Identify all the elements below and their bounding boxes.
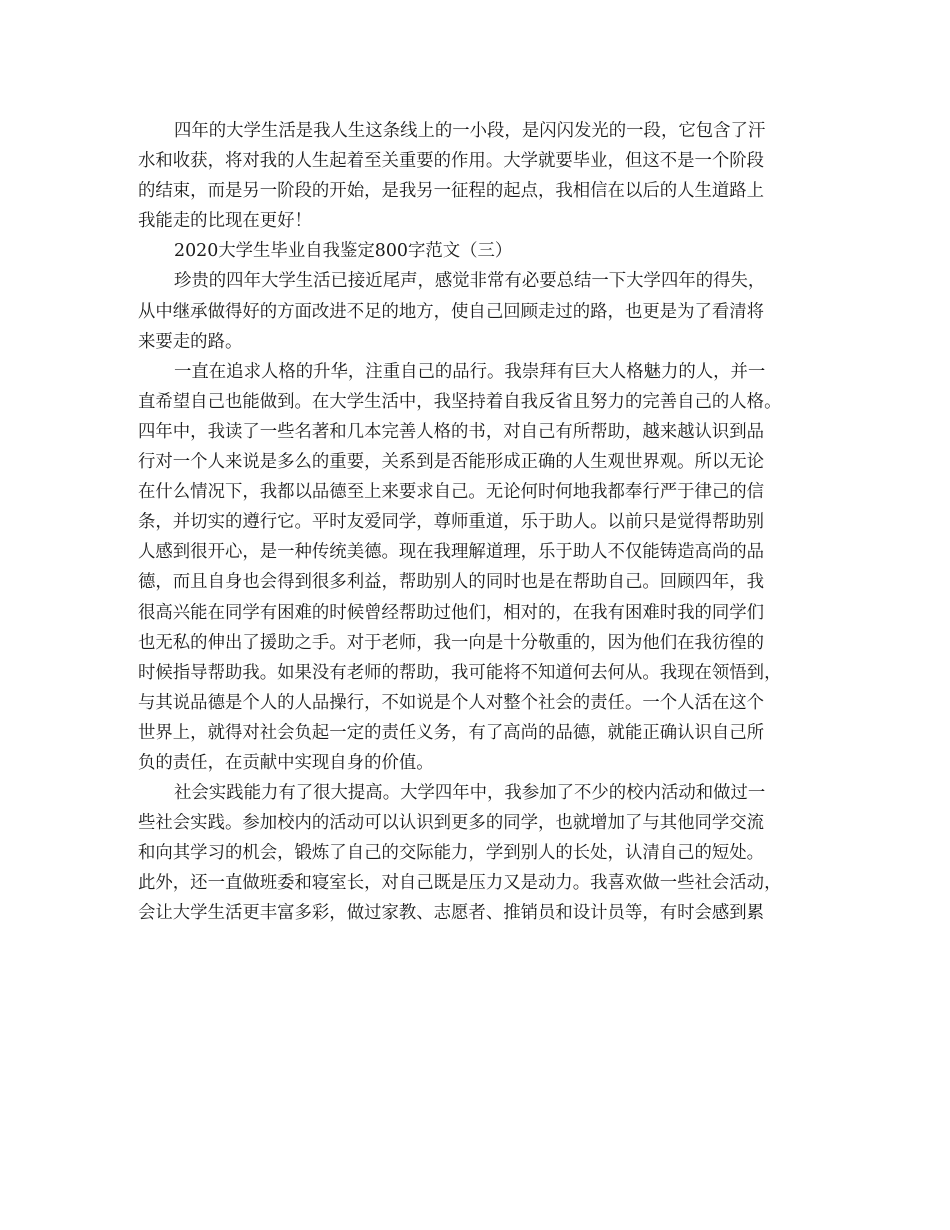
text-line: 社会实践能力有了很大提高。大学四年中，我参加了不少的校内活动和做过一 xyxy=(174,783,766,804)
text-line: 一直在追求人格的升华，注重自己的品行。我崇拜有巨大人格魅力的人，并一 xyxy=(174,361,766,382)
text-line: 四年的大学生活是我人生这条线上的一小段，是闪闪发光的一段，它包含了汗 xyxy=(174,121,766,141)
text-line: 水和收获，将对我的人生起着至关重要的作用。大学就要毕业，但这不是一个阶段 xyxy=(138,151,765,172)
text-line: 与其说品德是个人的人品操行，不如说是个人对整个社会的责任。一个人活在这个 xyxy=(138,692,765,713)
text-line: 人感到很开心，是一种传统美德。现在我理解道理，乐于助人不仅能铸造高尚的品 xyxy=(138,542,765,563)
text-line: 2020大学生毕业自我鉴定800字范文（三） xyxy=(174,241,513,262)
text-line: 来要走的路。 xyxy=(138,331,243,352)
text-line: 四年中，我读了一些名著和几本完善人格的书，对自己有所帮助，越来越认识到品 xyxy=(138,421,765,442)
text-line: 负的责任，在贡献中实现自身的价值。 xyxy=(138,752,434,773)
document-body xyxy=(138,116,828,929)
text-line: 直希望自己也能做到。在大学生活中，我坚持着自我反省且努力的完善自己的人格。 xyxy=(138,391,782,412)
text-line: 和向其学习的机会，锻炼了自己的交际能力，学到别人的长处，认清自己的短处。 xyxy=(138,843,765,864)
text-line: 世界上，就得对社会负起一定的责任义务，有了高尚的品德，就能正确认识自己所 xyxy=(138,722,765,743)
text-line: 我能走的比现在更好！ xyxy=(138,211,312,232)
text-line: 在什么情况下，我都以品德至上来要求自己。无论何时何地我都奉行严于律己的信 xyxy=(138,482,765,503)
text-line: 些社会实践。参加校内的活动可以认识到更多的同学，也就增加了与其他同学交流 xyxy=(138,813,765,834)
text-line: 会让大学生活更丰富多彩，做过家教、志愿者、推销员和设计员等，有时会感到累 xyxy=(138,903,765,924)
text-line: 德，而且自身也会得到很多利益，帮助别人的同时也是在帮助自己。回顾四年，我 xyxy=(138,572,765,593)
text-line: 时候指导帮助我。如果没有老师的帮助，我可能将不知道何去何从。我现在领悟到， xyxy=(138,662,782,683)
text-line: 也无私的伸出了援助之手。对于老师，我一向是十分敬重的，因为他们在我彷徨的 xyxy=(138,632,765,653)
text-line: 很高兴能在同学有困难的时候曾经帮助过他们，相对的，在我有困难时我的同学们 xyxy=(138,602,765,623)
text-line: 此外，还一直做班委和寝室长，对自己既是压力又是动力。我喜欢做一些社会活动， xyxy=(138,873,782,894)
text-line: 的结束，而是另一阶段的开始，是我另一征程的起点，我相信在以后的人生道路上 xyxy=(138,181,765,202)
text-line: 条，并切实的遵行它。平时友爱同学，尊师重道，乐于助人。以前只是觉得帮助别 xyxy=(138,512,765,533)
text-line: 珍贵的四年大学生活已接近尾声，感觉非常有必要总结一下大学四年的得失， xyxy=(174,271,766,292)
text-line: 从中继承做得好的方面改进不足的地方，使自己回顾走过的路，也更是为了看清将 xyxy=(138,301,765,322)
text-line: 行对一个人来说是多么的重要，关系到是否能形成正确的人生观世界观。所以无论 xyxy=(138,452,765,473)
